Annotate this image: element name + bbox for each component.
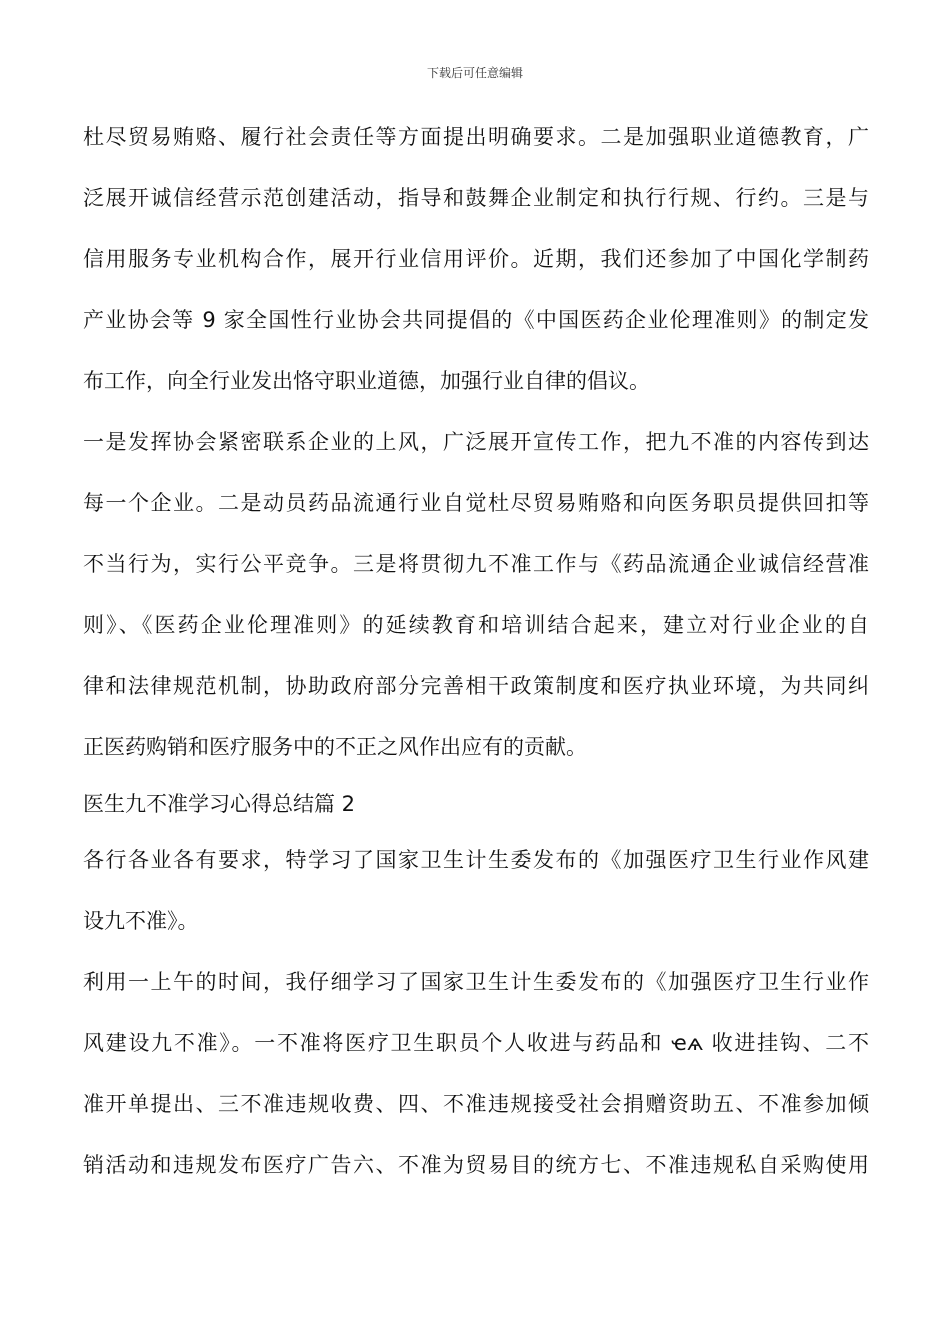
document-body [83, 115, 869, 1204]
text-line: 产业协会等 9 家全国性行业协会共同提倡的《中国医药企业伦理准则》的制定发 [83, 308, 869, 332]
text-line: 不当行为，实行公平竞争。三是将贯彻九不准工作与《药品流通企业诚信经营准 [83, 552, 869, 576]
text-line: 一是发挥协会紧密联系企业的上风，广泛展开宣传工作，把九不准的内容传到达 [83, 430, 869, 454]
text-line: 销活动和违规发布医疗广告六、不准为贸易目的统方七、不准违规私自采购使用 [83, 1153, 869, 1177]
text-line: 各行各业各有要求，特学习了国家卫生计生委发布的《加强医疗卫生行业作风建 [83, 848, 869, 872]
section-heading: 医生九不准学习心得总结篇 2 [83, 792, 356, 816]
paragraph [83, 960, 869, 1204]
text-line: 设九不准》。 [83, 909, 199, 933]
text-line: 信用服务专业机构合作，展开行业信用评价。近期，我们还参加了中国化学制药 [83, 247, 869, 271]
page-header: 下载后可任意编辑 [426, 66, 523, 80]
text-line: 则》、《医药企业伦理准则》的延续教育和培训结合起来，建立对行业企业的自 [83, 613, 869, 637]
paragraph [83, 838, 869, 960]
text-line: 每一个企业。二是动员药品流通行业自觉杜尽贸易贿赂和向医务职员提供回扣等 [83, 491, 869, 515]
text-line: 杜尽贸易贿赂、履行社会责任等方面提出明确要求。二是加强职业道德教育，广 [83, 125, 869, 149]
text-line: 布工作，向全行业发出恪守职业道德，加强行业自律的倡议。 [83, 369, 650, 393]
paragraph [83, 115, 869, 420]
paragraph [83, 420, 869, 786]
text-line: 正医药购销和医疗服务中的不正之风作出应有的贡献。 [83, 735, 587, 759]
text-line: 利用一上午的时间，我仔细学习了国家卫生计生委发布的《加强医疗卫生行业作 [83, 970, 869, 994]
text-line: 准开单提出、三不准违规收费、四、不准违规接受社会捐赠资助五、不准参加倾 [83, 1092, 869, 1116]
text-line: 风建设九不准》。一不准将医疗卫生职员个人收进与药品和 ҽѧ 收进挂钩、二不 [83, 1031, 869, 1055]
text-line: 律和法律规范机制，协助政府部分完善相干政策制度和医疗执业环境，为共同纠 [83, 674, 869, 698]
text-line: 泛展开诚信经营示范创建活动，指导和鼓舞企业制定和执行行规、行约。三是与 [83, 186, 869, 210]
